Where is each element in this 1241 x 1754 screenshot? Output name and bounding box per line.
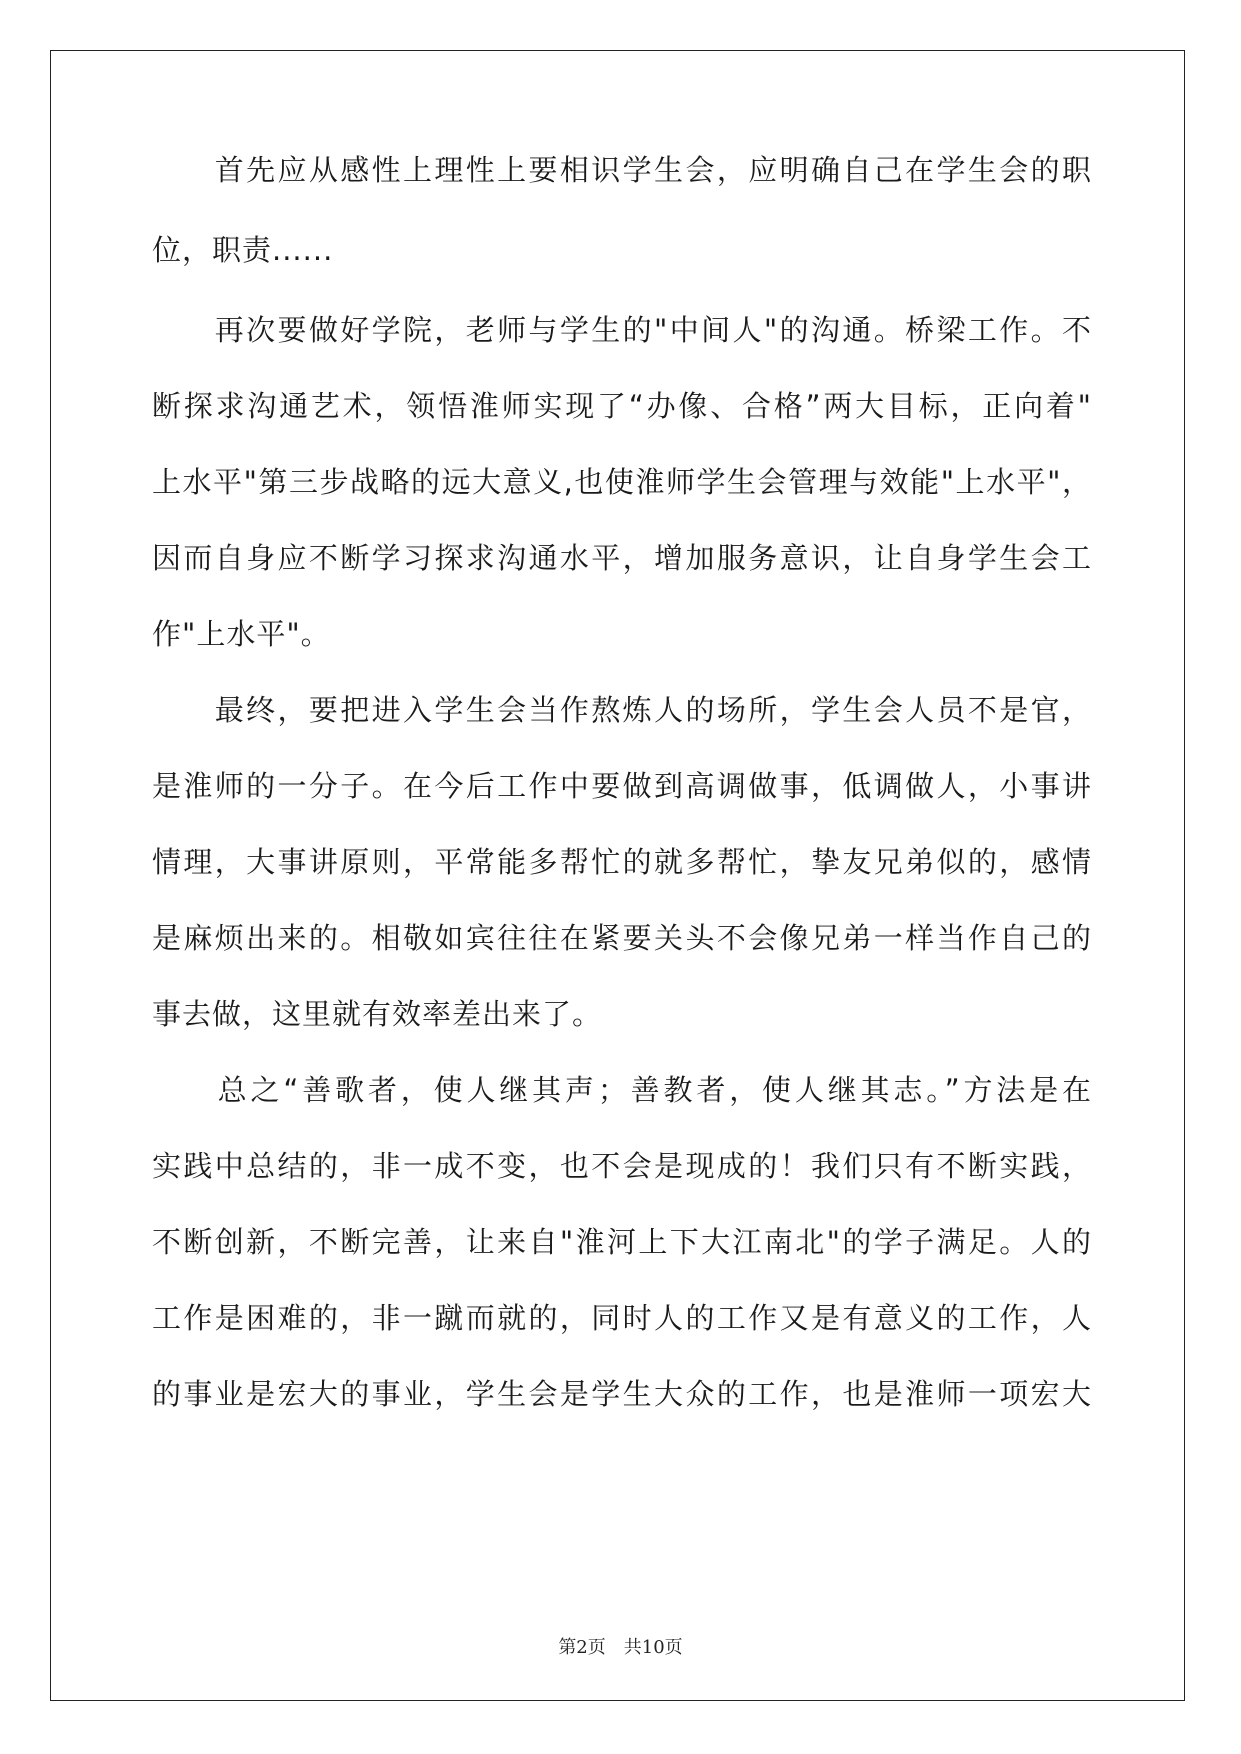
text-line: 首先应从感性上理性上要相识学生会，应明确自己在学生会的职 (152, 153, 1092, 187)
text-line: 情理，大事讲原则，平常能多帮忙的就多帮忙，挚友兄弟似的，感情 (152, 845, 1092, 879)
page-total: 共10页 (623, 1637, 683, 1658)
text-line: 不断创新，不断完善，让来自"淮河上下大江南北"的学子满足。人的 (152, 1225, 1092, 1259)
page-number: 第2页 (558, 1637, 606, 1658)
page-footer (0, 1636, 1241, 1660)
text-line: 的事业是宏大的事业，学生会是学生大众的工作，也是淮师一项宏大 (152, 1377, 1092, 1411)
text-line: 是淮师的一分子。在今后工作中要做到高调做事，低调做人，小事讲 (152, 769, 1092, 803)
text-line: 事去做，这里就有效率差出来了。 (152, 997, 603, 1031)
text-line: 总之“善歌者，使人继其声；善教者，使人继其志。”方法是在 (152, 1073, 1092, 1107)
text-line: 上水平"第三步战略的远大意义,也使淮师学生会管理与效能"上水平"， (152, 465, 1092, 499)
text-line: 最终，要把进入学生会当作熬炼人的场所，学生会人员不是官， (152, 693, 1092, 727)
text-line: 因而自身应不断学习探求沟通水平，增加服务意识，让自身学生会工 (152, 541, 1092, 575)
text-line: 是麻烦出来的。相敬如宾往往在紧要关头不会像兄弟一样当作自己的 (152, 921, 1092, 955)
text-line: 位，职责...... (152, 233, 334, 267)
text-line: 断探求沟通艺术，领悟淮师实现了“办像、合格”两大目标，正向着" (152, 389, 1092, 423)
text-line: 实践中总结的，非一成不变，也不会是现成的！我们只有不断实践， (152, 1149, 1092, 1183)
text-line: 工作是困难的，非一蹴而就的，同时人的工作又是有意义的工作，人 (152, 1301, 1092, 1335)
text-line: 作"上水平"。 (152, 617, 331, 651)
text-line: 再次要做好学院，老师与学生的"中间人"的沟通。桥梁工作。不 (152, 313, 1092, 347)
